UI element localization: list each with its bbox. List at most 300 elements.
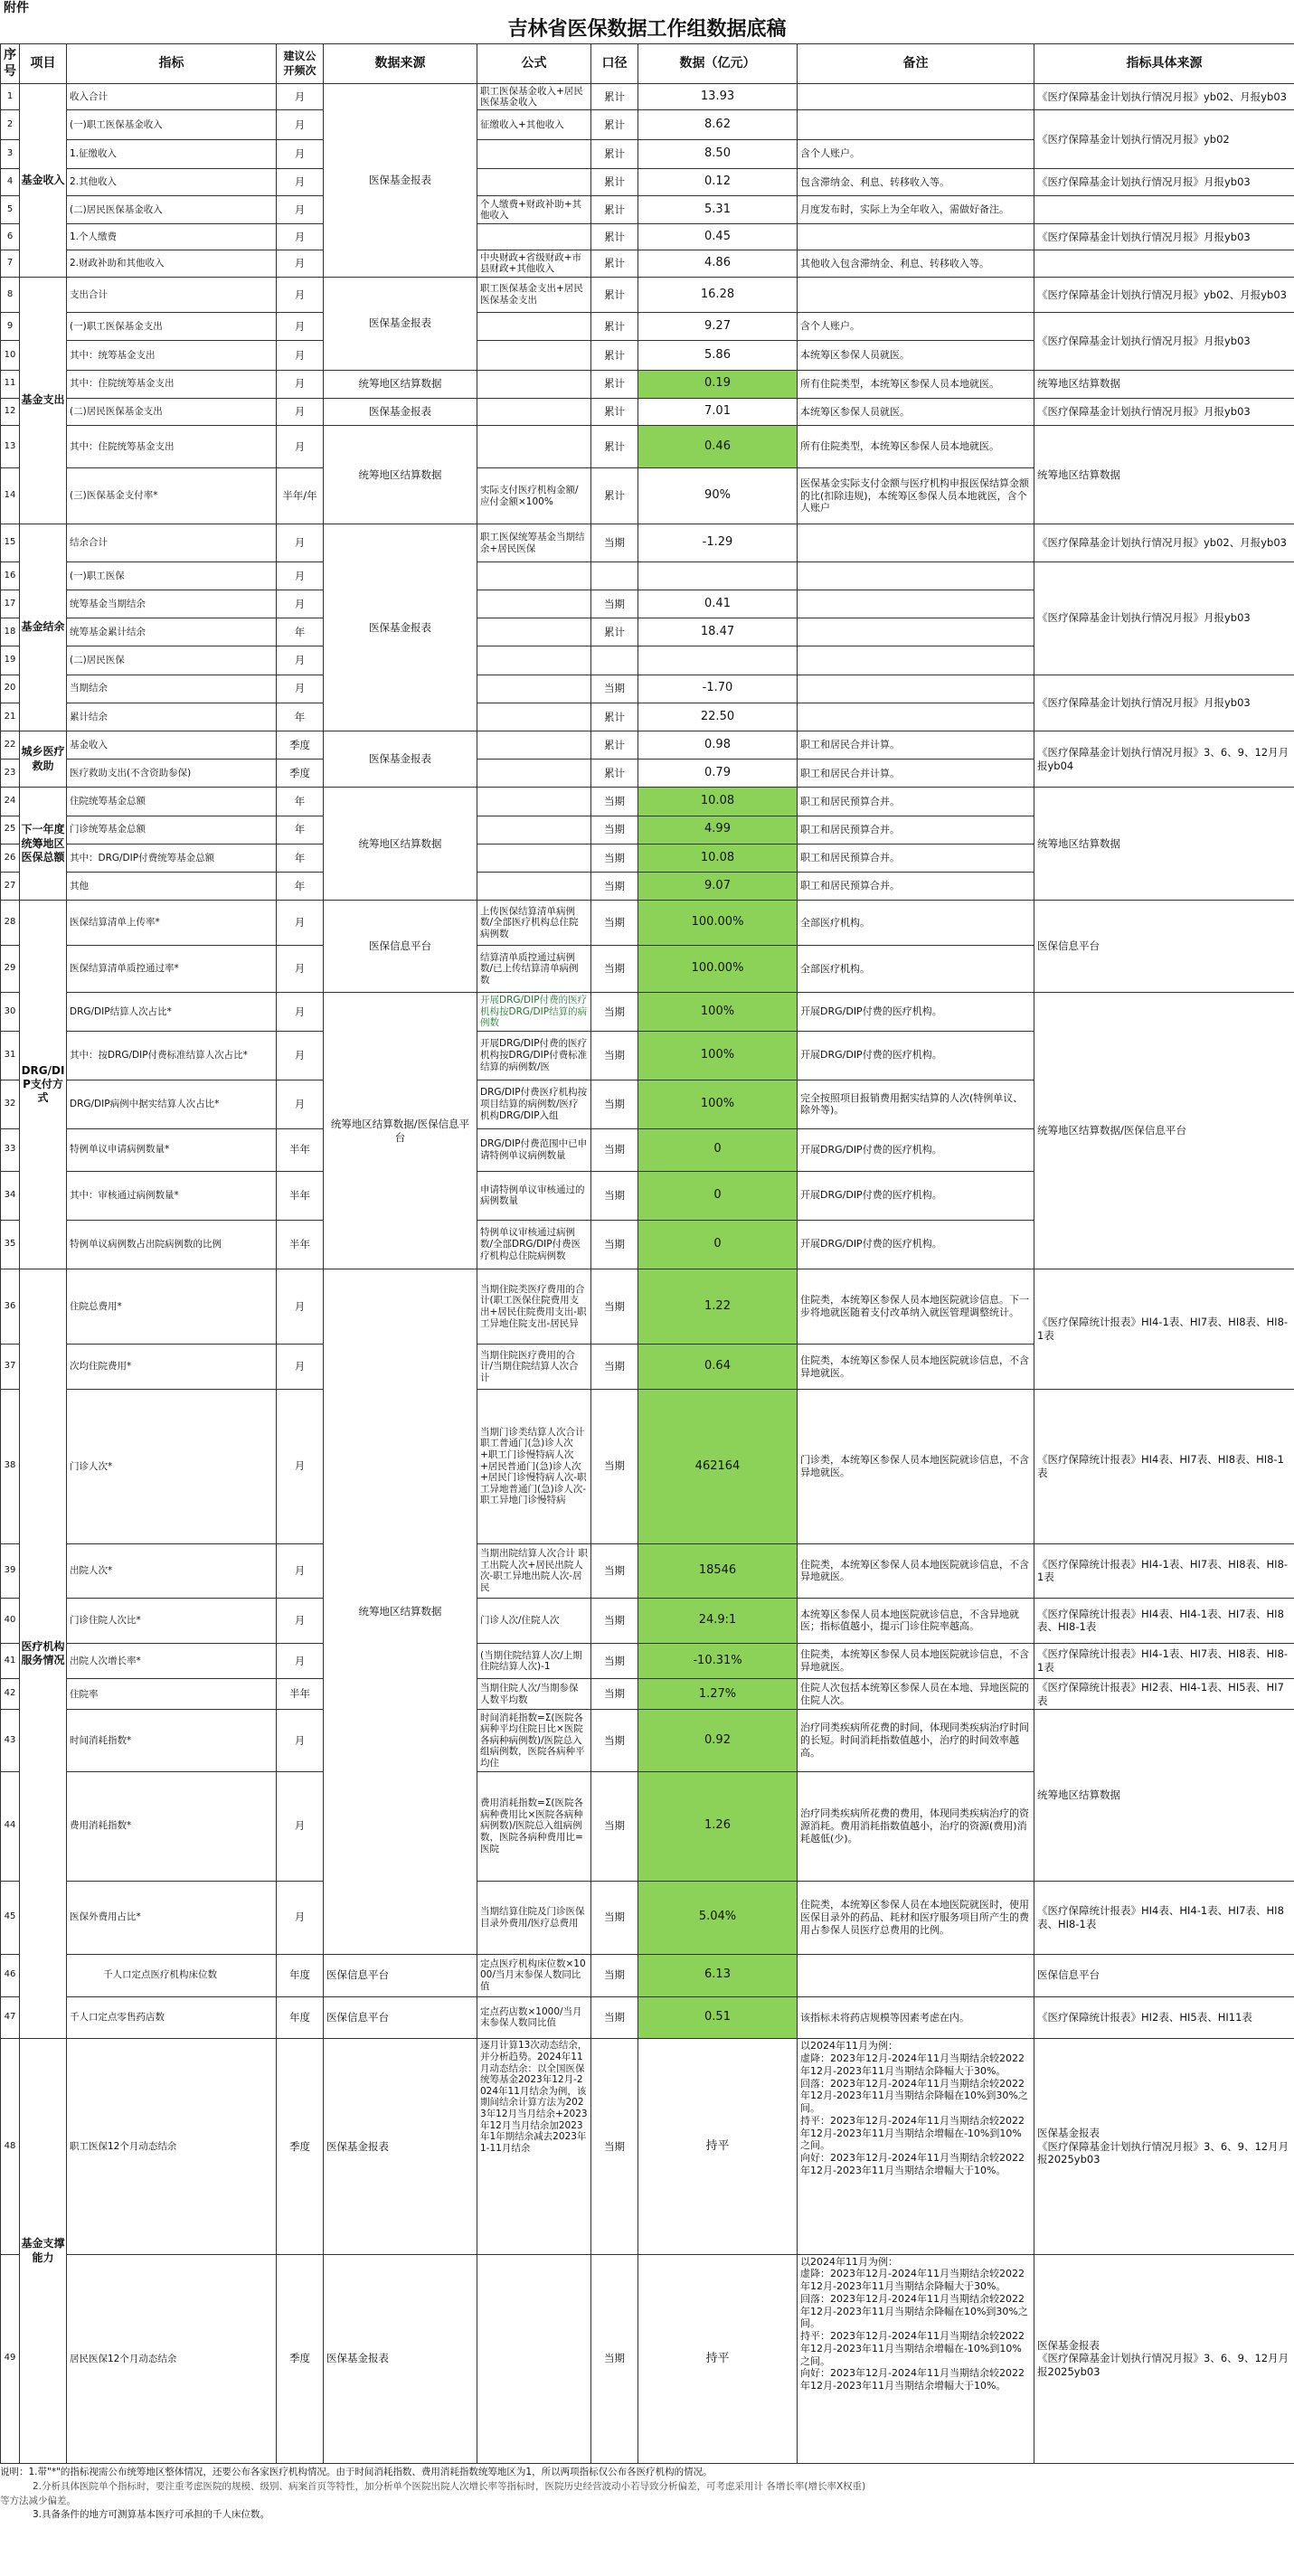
note-cell xyxy=(798,84,1034,110)
table-row xyxy=(1,1710,1294,1772)
value-cell: 0 xyxy=(638,1171,798,1220)
scope-cell: 当期 xyxy=(591,1771,638,1881)
indicator-cell: (一)职工医保 xyxy=(67,561,277,590)
row-index: 8 xyxy=(1,277,20,313)
row-index: 6 xyxy=(1,224,20,250)
indicator-cell: 门诊统筹基金总额 xyxy=(67,816,277,844)
note-cell: 全部医疗机构。 xyxy=(798,946,1034,993)
header-frequency: 建议公开频次 xyxy=(277,44,324,84)
scope-cell: 当期 xyxy=(591,816,638,844)
frequency-cell: 月 xyxy=(277,1771,324,1881)
formula-cell xyxy=(477,139,591,168)
note-cell xyxy=(798,703,1034,731)
indicator-cell: 其中：DRG/DIP付费统筹基金总额 xyxy=(67,844,277,872)
origin-cell: 医保信息平台 xyxy=(1034,1954,1294,1996)
row-index: 40 xyxy=(1,1599,20,1644)
table-row xyxy=(1,993,1294,1031)
formula-cell: 门诊人次/住院人次 xyxy=(477,1599,591,1644)
row-index: 36 xyxy=(1,1269,20,1344)
indicator-cell: 支出合计 xyxy=(67,277,277,313)
scope-cell: 当期 xyxy=(591,946,638,993)
value-cell: -10.31% xyxy=(638,1643,798,1679)
header-origin: 指标具体来源 xyxy=(1034,44,1294,84)
table-row xyxy=(1,2254,1294,2463)
formula-cell xyxy=(477,646,591,675)
indicator-cell: 其中：住院统筹基金支出 xyxy=(67,426,277,468)
indicator-cell: 门诊人次* xyxy=(67,1390,277,1544)
origin-cell: 统筹地区结算数据 xyxy=(1034,788,1294,901)
scope-cell: 当期 xyxy=(591,1996,638,2039)
frequency-cell: 月 xyxy=(277,1080,324,1128)
row-index: 47 xyxy=(1,1996,20,2039)
scope-cell: 累计 xyxy=(591,196,638,224)
indicator-cell: 医保外费用占比* xyxy=(67,1881,277,1954)
scope-cell: 累计 xyxy=(591,370,638,398)
indicator-cell: 结余合计 xyxy=(67,524,277,562)
row-index: 25 xyxy=(1,816,20,844)
value-cell: 90% xyxy=(638,467,798,524)
table-row xyxy=(1,675,1294,703)
formula-cell: 特例单议审核通过病例数/全部DRG/DIP付费医疗机构总住院病例数 xyxy=(477,1220,591,1269)
row-index: 33 xyxy=(1,1128,20,1171)
formula-cell xyxy=(477,675,591,703)
indicator-cell: 基金收入 xyxy=(67,731,277,760)
frequency-cell: 年度 xyxy=(277,1996,324,2039)
row-index: 17 xyxy=(1,590,20,618)
value-cell: 持平 xyxy=(638,2254,798,2463)
formula-cell: 当期住院医疗费用的合计/当期住院结算人次合计 xyxy=(477,1345,591,1390)
frequency-cell: 月 xyxy=(277,370,324,398)
note-cell: 本统筹区参保人员就医。 xyxy=(798,341,1034,370)
value-cell: 16.28 xyxy=(638,277,798,313)
table-row xyxy=(1,1599,1294,1644)
table-row xyxy=(1,901,1294,946)
frequency-cell: 月 xyxy=(277,196,324,224)
scope-cell: 累计 xyxy=(591,84,638,110)
source-cell: 医保信息平台 xyxy=(324,901,477,993)
row-index: 27 xyxy=(1,873,20,901)
indicator-cell: 其他 xyxy=(67,873,277,901)
note-cell: 住院类，本统筹区参保人员本地医院就诊信息，不含异地就医。 xyxy=(798,1643,1034,1679)
value-cell: 0.98 xyxy=(638,731,798,760)
table-header-row xyxy=(1,44,1294,84)
row-index: 44 xyxy=(1,1771,20,1881)
table-row xyxy=(1,313,1294,341)
data-table xyxy=(0,43,1294,2464)
frequency-cell: 月 xyxy=(277,224,324,250)
frequency-cell: 月 xyxy=(277,561,324,590)
scope-cell: 当期 xyxy=(591,1031,638,1080)
frequency-cell: 半年 xyxy=(277,1220,324,1269)
formula-cell: 职工医保基金支出+居民医保基金支出 xyxy=(477,277,591,313)
footnotes xyxy=(0,2466,1294,2523)
note-cell: 住院人次包括本统筹区参保人员在本地、异地医院的住院人次。 xyxy=(798,1679,1034,1710)
note-cell xyxy=(798,646,1034,675)
scope-cell: 累计 xyxy=(591,224,638,250)
frequency-cell: 月 xyxy=(277,313,324,341)
frequency-cell: 月 xyxy=(277,1599,324,1644)
indicator-cell: 职工医保12个月动态结余 xyxy=(67,2039,277,2254)
row-index: 10 xyxy=(1,341,20,370)
note-cell: 住院类，本统筹区参保人员本地医院就诊信息，不含异地就医。 xyxy=(798,1543,1034,1598)
table-row xyxy=(1,1881,1294,1954)
note-cell: 全部医疗机构。 xyxy=(798,901,1034,946)
value-cell xyxy=(638,646,798,675)
indicator-cell: 特例单议病例数占出院病例数的比例 xyxy=(67,1220,277,1269)
value-cell: 4.99 xyxy=(638,816,798,844)
scope-cell: 当期 xyxy=(591,788,638,816)
scope-cell: 当期 xyxy=(591,1345,638,1390)
indicator-cell: 费用消耗指数* xyxy=(67,1771,277,1881)
frequency-cell: 月 xyxy=(277,524,324,562)
frequency-cell: 月 xyxy=(277,1345,324,1390)
formula-cell: DRG/DIP付费范围中已申请特例单议病例数量 xyxy=(477,1128,591,1171)
value-cell: 0.51 xyxy=(638,1996,798,2039)
frequency-cell: 半年 xyxy=(277,1171,324,1220)
value-cell: 5.31 xyxy=(638,196,798,224)
frequency-cell: 月 xyxy=(277,250,324,277)
scope-cell: 累计 xyxy=(591,760,638,788)
table-row xyxy=(1,731,1294,760)
header-formula: 公式 xyxy=(477,44,591,84)
note-cell xyxy=(798,1954,1034,1996)
frequency-cell: 年度 xyxy=(277,1954,324,1996)
formula-cell xyxy=(477,398,591,425)
row-index: 18 xyxy=(1,618,20,646)
value-cell: 0.41 xyxy=(638,590,798,618)
formula-cell xyxy=(477,760,591,788)
category-cell: DRG/DIP支付方式 xyxy=(20,901,67,1269)
note-cell xyxy=(798,277,1034,313)
scope-cell: 当期 xyxy=(591,873,638,901)
attachment-label: 附件 xyxy=(4,1,29,15)
indicator-cell: 千人口定点零售药店数 xyxy=(67,1996,277,2039)
note-cell xyxy=(798,675,1034,703)
scope-cell: 累计 xyxy=(591,110,638,139)
formula-cell: 开展DRG/DIP付费的医疗机构按DRG/DIP付费标准结算的病例数/医 xyxy=(477,1031,591,1080)
note-cell: 职工和居民合并计算。 xyxy=(798,760,1034,788)
scope-cell: 当期 xyxy=(591,1643,638,1679)
scope-cell: 当期 xyxy=(591,675,638,703)
source-cell: 医保基金报表 xyxy=(324,277,477,370)
scope-cell: 当期 xyxy=(591,1128,638,1171)
scope-cell: 累计 xyxy=(591,426,638,468)
formula-cell: 定点药店数×1000/当月末参保人数同比值 xyxy=(477,1996,591,2039)
indicator-cell: 时间消耗指数* xyxy=(67,1710,277,1772)
frequency-cell: 半年 xyxy=(277,1128,324,1171)
value-cell: 100% xyxy=(638,993,798,1031)
note-cell: 开展DRG/DIP付费的医疗机构。 xyxy=(798,1171,1034,1220)
value-cell: 0.19 xyxy=(638,370,798,398)
origin-cell: 医保基金报表 《医疗保障基金计划执行情况月报》3、6、9、12月月报2025yb03 xyxy=(1034,2254,1294,2463)
header-category: 项目 xyxy=(20,44,67,84)
origin-cell: 《医疗保障基金计划执行情况月报》月报yb03 xyxy=(1034,168,1294,195)
frequency-cell: 月 xyxy=(277,1710,324,1772)
table-row xyxy=(1,84,1294,110)
indicator-cell: 千人口定点医疗机构床位数 xyxy=(67,1954,277,1996)
origin-cell: 《医疗保障统计报表》HI4-1表、HI7表、HI8表、HI8-1表 xyxy=(1034,1643,1294,1679)
note-cell: 职工和居民预算合并。 xyxy=(798,816,1034,844)
category-cell: 基金支出 xyxy=(20,277,67,524)
row-index: 4 xyxy=(1,168,20,195)
frequency-cell: 月 xyxy=(277,1390,324,1544)
category-cell: 医疗机构服务情况 xyxy=(20,1269,67,2039)
row-index: 5 xyxy=(1,196,20,224)
origin-cell: 《医疗保障统计报表》HI4表、HI4-1表、HI7表、HI8表、HI8-1表 xyxy=(1034,1881,1294,1954)
indicator-cell: (一)职工医保基金支出 xyxy=(67,313,277,341)
source-cell: 医保基金报表 xyxy=(324,524,477,731)
frequency-cell: 年 xyxy=(277,873,324,901)
frequency-cell: 月 xyxy=(277,901,324,946)
source-cell: 医保信息平台 xyxy=(324,1954,477,1996)
value-cell: 0 xyxy=(638,1128,798,1171)
note-cell: 住院类，本统筹区参保人员本地医院就诊信息，不含异地就医。 xyxy=(798,1345,1034,1390)
frequency-cell: 年 xyxy=(277,788,324,816)
scope-cell: 当期 xyxy=(591,1679,638,1710)
page-title: 吉林省医保数据工作组数据底稿 xyxy=(507,17,787,41)
frequency-cell: 季度 xyxy=(277,760,324,788)
frequency-cell: 半年/年 xyxy=(277,467,324,524)
value-cell: 18.47 xyxy=(638,618,798,646)
note-cell: 该指标未将药店规模等因素考虑在内。 xyxy=(798,1996,1034,2039)
value-cell: 0.92 xyxy=(638,1710,798,1772)
frequency-cell: 月 xyxy=(277,993,324,1031)
origin-cell: 《医疗保障统计报表》HI4表、HI4-1表、HI7表、HI8表、HI8-1表 xyxy=(1034,1599,1294,1644)
value-cell: 9.27 xyxy=(638,313,798,341)
frequency-cell: 月 xyxy=(277,168,324,195)
note-cell: 治疗同类疾病所花费的费用，体现同类疾病治疗的资源消耗。费用消耗指数值越小，治疗的资源(费用)消耗越低(少)。 xyxy=(798,1771,1034,1881)
formula-cell: 当期结算住院及门诊医保目录外费用/医疗总费用 xyxy=(477,1881,591,1954)
row-index: 37 xyxy=(1,1345,20,1390)
table-row xyxy=(1,1996,1294,2039)
frequency-cell: 月 xyxy=(277,590,324,618)
formula-cell xyxy=(477,873,591,901)
note-cell: 本统筹区参保人员本地医院就诊信息，不含异地就医；指标值越小，提示门诊住院率越高。 xyxy=(798,1599,1034,1644)
formula-cell: 当期住院人次/当期参保人数平均数 xyxy=(477,1679,591,1710)
origin-cell: 《医疗保障基金计划执行情况月报》月报yb03 xyxy=(1034,398,1294,425)
value-cell: 10.08 xyxy=(638,844,798,872)
table-row xyxy=(1,524,1294,562)
frequency-cell: 年 xyxy=(277,618,324,646)
origin-cell: 《医疗保障基金计划执行情况月报》月报yb03 xyxy=(1034,224,1294,250)
frequency-cell: 月 xyxy=(277,675,324,703)
note-cell: 职工和居民预算合并。 xyxy=(798,788,1034,816)
row-index: 3 xyxy=(1,139,20,168)
scope-cell: 当期 xyxy=(591,1881,638,1954)
value-cell: 7.01 xyxy=(638,398,798,425)
origin-cell: 《医疗保障统计报表》HI2表、HI5表、HI11表 xyxy=(1034,1996,1294,2039)
value-cell: -1.29 xyxy=(638,524,798,562)
value-cell: 100.00% xyxy=(638,901,798,946)
origin-cell: 《医疗保障基金计划执行情况月报》月报yb03 xyxy=(1034,313,1294,370)
value-cell: 18546 xyxy=(638,1543,798,1598)
formula-cell: 逐月计算13次动态结余，并分析趋势。2024年11月动态结余：以全国医保统筹基金2023年12月-2024年11月结余为例，该期间结余计算方法为2023年12月当月结余+2023年12月当月结余加2023年1年期结余减去2023年1-11月结余 xyxy=(477,2039,591,2254)
origin-cell: 医保基金报表 《医疗保障基金计划执行情况月报》3、6、9、12月月报2025yb03 xyxy=(1034,2039,1294,2254)
frequency-cell: 月 xyxy=(277,646,324,675)
scope-cell: 当期 xyxy=(591,1599,638,1644)
scope-cell: 累计 xyxy=(591,467,638,524)
origin-cell: 《医疗保障统计报表》HI4表、HI7表、HI8表、HI8-1表 xyxy=(1034,1390,1294,1544)
formula-cell xyxy=(477,426,591,468)
scope-cell: 累计 xyxy=(591,168,638,195)
row-index: 28 xyxy=(1,901,20,946)
origin-cell: 统筹地区结算数据 xyxy=(1034,370,1294,398)
footnote-2: 2.分析具体医院单个指标时，要注重考虑医院的规模、级别、病案首页等特性，加分析单个医院出院人次增长率等指标时，医院历史经营波动小若导致分析偏差，可考虑采用计 各增长率(增长率X权重) xyxy=(33,2480,866,2492)
indicator-cell: DRG/DIP病例中据实结算人次占比* xyxy=(67,1080,277,1128)
frequency-cell: 月 xyxy=(277,1543,324,1598)
table-row xyxy=(1,1643,1294,1679)
indicator-cell: 医保结算清单上传率* xyxy=(67,901,277,946)
row-index: 20 xyxy=(1,675,20,703)
origin-cell: 《医疗保障基金计划执行情况月报》月报yb03 xyxy=(1034,675,1294,731)
indicator-cell: 其中：统筹基金支出 xyxy=(67,341,277,370)
scope-cell: 当期 xyxy=(591,1390,638,1544)
note-cell: 职工和居民预算合并。 xyxy=(798,873,1034,901)
indicator-cell: 医保结算清单质控通过率* xyxy=(67,946,277,993)
value-cell: 100% xyxy=(638,1031,798,1080)
origin-cell: 《医疗保障基金计划执行情况月报》yb02、月报yb03 xyxy=(1034,524,1294,562)
category-cell: 基金收入 xyxy=(20,84,67,278)
formula-cell xyxy=(477,844,591,872)
row-index: 22 xyxy=(1,731,20,760)
frequency-cell: 年 xyxy=(277,816,324,844)
formula-cell: 职工医保基金收入+居民医保基金收入 xyxy=(477,84,591,110)
frequency-cell: 年 xyxy=(277,703,324,731)
value-cell: 0.12 xyxy=(638,168,798,195)
value-cell: 100% xyxy=(638,1080,798,1128)
source-cell: 统筹地区结算数据 xyxy=(324,370,477,398)
value-cell: 462164 xyxy=(638,1390,798,1544)
table-row xyxy=(1,370,1294,398)
row-index: 31 xyxy=(1,1031,20,1080)
scope-cell xyxy=(591,646,638,675)
scope-cell: 累计 xyxy=(591,398,638,425)
row-index: 14 xyxy=(1,467,20,524)
source-cell: 医保基金报表 xyxy=(324,398,477,425)
formula-cell xyxy=(477,313,591,341)
formula-cell xyxy=(477,590,591,618)
note-cell: 以2024年11月为例： 虚降：2023年12月-2024年11月当期结余较2022年12月-2023年11月当期结余降幅大于30%。 回落：2023年12月-2024年11月当期结余较2022年12月-2023年11月当期结余降幅在10%到30%之间。 持平：2023年12月-2024年11月当期结余较2022年12月-2023年11月当期结余增幅在-10%到10%之间。 向好：2023年12月-2024年11月当期结余较2022年12月-2023年11月当期结余增幅大于10%。 xyxy=(798,2254,1034,2463)
row-index: 12 xyxy=(1,398,20,425)
scope-cell: 当期 xyxy=(591,844,638,872)
footnote-4: 3.具备条件的地方可测算基本医疗可承担的千人床位数。 xyxy=(33,2509,270,2521)
table-row xyxy=(1,426,1294,468)
scope-cell: 累计 xyxy=(591,703,638,731)
source-cell: 统筹地区结算数据/医保信息平台 xyxy=(324,993,477,1269)
data-table-container xyxy=(0,43,1294,2464)
note-cell: 以2024年11月为例： 虚降：2023年12月-2024年11月当期结余较2022年12月-2023年11月当期结余降幅大于30%。 回落：2023年12月-2024年11月当期结余较2022年12月-2023年11月当期结余降幅在10%到30%之间。 持平：2023年12月-2024年11月当期结余较2022年12月-2023年11月当期结余增幅在-10%到10%之间。 向好：2023年12月-2024年11月当期结余较2022年12月-2023年11月当期结余增幅大于10%。 xyxy=(798,2039,1034,2254)
table-row xyxy=(1,1390,1294,1544)
note-cell: 其他收入包含滞纳金、利息、转移收入等。 xyxy=(798,250,1034,277)
origin-cell: 《医疗保障基金计划执行情况月报》yb02、月报yb03 xyxy=(1034,84,1294,110)
scope-cell: 当期 xyxy=(591,524,638,562)
table-row xyxy=(1,277,1294,313)
table-row xyxy=(1,1679,1294,1710)
source-cell: 医保基金报表 xyxy=(324,84,477,278)
scope-cell: 累计 xyxy=(591,618,638,646)
row-index: 38 xyxy=(1,1390,20,1544)
formula-cell xyxy=(477,731,591,760)
indicator-cell: 其中：住院统筹基金支出 xyxy=(67,370,277,398)
table-body xyxy=(1,84,1294,2464)
header-scope: 口径 xyxy=(591,44,638,84)
origin-cell: 《医疗保障基金计划执行情况月报》yb02 xyxy=(1034,110,1294,169)
row-index: 7 xyxy=(1,250,20,277)
value-cell xyxy=(638,561,798,590)
indicator-cell: 统筹基金累计结余 xyxy=(67,618,277,646)
formula-cell: 申请特例单议审核通过的病例数量 xyxy=(477,1171,591,1220)
scope-cell: 累计 xyxy=(591,731,638,760)
value-cell: 0 xyxy=(638,1220,798,1269)
note-cell: 开展DRG/DIP付费的医疗机构。 xyxy=(798,993,1034,1031)
category-cell: 下一年度统筹地区医保总额 xyxy=(20,788,67,901)
formula-cell: (当期住院结算人次/上期住院结算人次)-1 xyxy=(477,1643,591,1679)
row-index: 23 xyxy=(1,760,20,788)
formula-cell: 当期出院结算人次合计 职工出院人次+居民出院人次-职工异地出院人次-居民 xyxy=(477,1543,591,1598)
source-cell: 统筹地区结算数据 xyxy=(324,426,477,524)
row-index: 29 xyxy=(1,946,20,993)
row-index: 19 xyxy=(1,646,20,675)
header-value: 数据（亿元） xyxy=(638,44,798,84)
formula-cell: DRG/DIP付费医疗机构按项目结算的病例数/医疗机构DRG/DIP入组 xyxy=(477,1080,591,1128)
origin-cell: 《医疗保障统计报表》HI4-1表、HI7表、HI8表、HI8-1表 xyxy=(1034,1269,1294,1389)
origin-cell: 统筹地区结算数据/医保信息平台 xyxy=(1034,993,1294,1269)
table-row xyxy=(1,1543,1294,1598)
indicator-cell: 医疗救助支出(不含资助参保) xyxy=(67,760,277,788)
indicator-cell: 累计结余 xyxy=(67,703,277,731)
scope-cell: 累计 xyxy=(591,139,638,168)
frequency-cell: 月 xyxy=(277,398,324,425)
formula-cell: 个人缴费+财政补助+其他收入 xyxy=(477,196,591,224)
value-cell: 5.86 xyxy=(638,341,798,370)
indicator-cell: 住院统筹基金总额 xyxy=(67,788,277,816)
scope-cell: 累计 xyxy=(591,250,638,277)
value-cell: 0.46 xyxy=(638,426,798,468)
row-index: 9 xyxy=(1,313,20,341)
note-cell: 含个人账户。 xyxy=(798,313,1034,341)
note-cell: 本统筹区参保人员就医。 xyxy=(798,398,1034,425)
scope-cell: 当期 xyxy=(591,1171,638,1220)
indicator-cell: 2.其他收入 xyxy=(67,168,277,195)
value-cell: 9.07 xyxy=(638,873,798,901)
frequency-cell: 月 xyxy=(277,341,324,370)
table-row xyxy=(1,110,1294,139)
frequency-cell: 月 xyxy=(277,426,324,468)
row-index: 48 xyxy=(1,2039,20,2254)
origin-cell: 《医疗保障统计报表》HI4-1表、HI7表、HI8表、HI8-1表 xyxy=(1034,1543,1294,1598)
frequency-cell: 月 xyxy=(277,946,324,993)
frequency-cell: 季度 xyxy=(277,2039,324,2254)
source-cell: 医保基金报表 xyxy=(324,731,477,788)
scope-cell: 累计 xyxy=(591,313,638,341)
frequency-cell: 年 xyxy=(277,844,324,872)
row-index: 35 xyxy=(1,1220,20,1269)
value-cell: 1.27% xyxy=(638,1679,798,1710)
formula-cell: 上传医保结算清单病例数/全部医疗机构总住院病例数 xyxy=(477,901,591,946)
scope-cell: 当期 xyxy=(591,1710,638,1772)
scope-cell: 当期 xyxy=(591,1080,638,1128)
formula-cell: 实际支付医疗机构金额/应付金额×100% xyxy=(477,467,591,524)
note-cell xyxy=(798,561,1034,590)
formula-cell: 征缴收入+其他收入 xyxy=(477,110,591,139)
indicator-cell: 住院总费用* xyxy=(67,1269,277,1344)
frequency-cell: 月 xyxy=(277,110,324,139)
indicator-cell: 次均住院费用* xyxy=(67,1345,277,1390)
formula-cell xyxy=(477,224,591,250)
indicator-cell: (一)职工医保基金收入 xyxy=(67,110,277,139)
header-note: 备注 xyxy=(798,44,1034,84)
indicator-cell: 收入合计 xyxy=(67,84,277,110)
